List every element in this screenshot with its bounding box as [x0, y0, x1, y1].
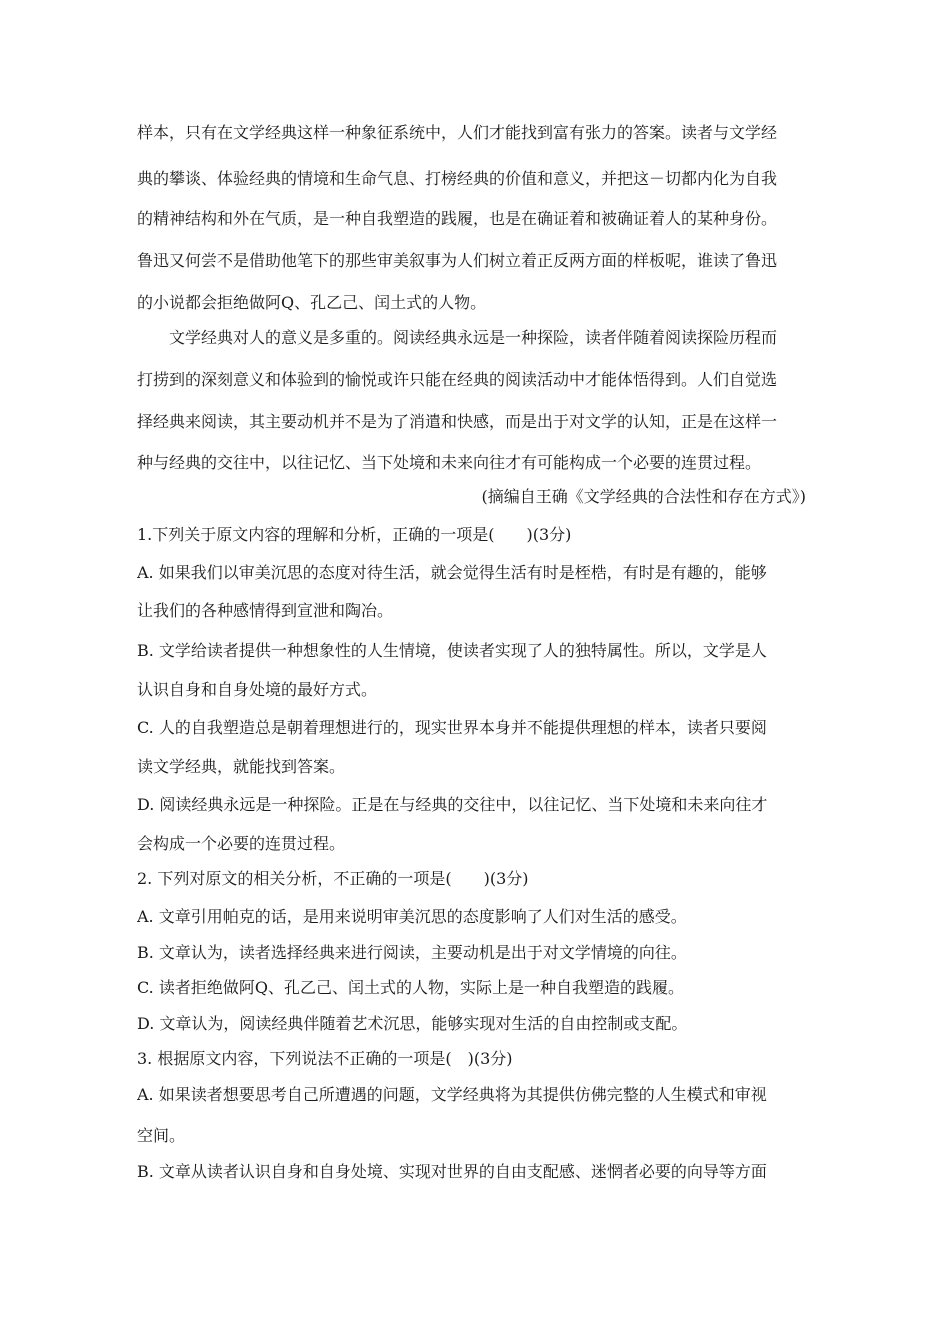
question-2-option-d: D. 文章认为，阅读经典伴随着艺术沉思，能够实现对生活的自由控制或支配。 — [137, 1014, 688, 1033]
question-3-option-a: A. 如果读者想要思考自己所遭遇的问题，文学经典将为其提供仿佛完整的人生模式和审视 — [137, 1085, 767, 1104]
question-1-option-d-cont: 会构成一个必要的连贯过程。 — [137, 834, 346, 853]
question-1-option-b: B. 文学给读者提供一种想象性的人生情境，使读者实现了人的独特属性。所以，文学是人 — [137, 641, 767, 660]
body-text-line: 鲁迅又何尝不是借助他笔下的那些审美叙事为人们树立着正反两方面的样板呢，谁读了鲁迅 — [137, 251, 778, 270]
body-text-line: 择经典来阅读，其主要动机并不是为了消遣和快感，而是出于对文学的认知，正是在这样一 — [137, 412, 778, 431]
question-3-option-b: B. 文章从读者认识自身和自身处境、实现对世界的自由支配感、迷惘者必要的向导等方面 — [137, 1162, 767, 1181]
question-1-option-b-cont: 认识自身和自身处境的最好方式。 — [137, 680, 378, 699]
body-text-line: 打捞到的深刻意义和体验到的愉悦或许只能在经典的阅读活动中才能体悟得到。人们自觉选 — [137, 370, 778, 389]
question-1-stem: 1.下列关于原文内容的理解和分析，正确的一项是( )(3分) — [137, 525, 572, 544]
question-2-stem: 2. 下列对原文的相关分析，不正确的一项是( )(3分) — [137, 869, 529, 888]
question-3-option-a-cont: 空间。 — [137, 1126, 186, 1145]
question-2-option-c: C. 读者拒绝做阿Q、孔乙己、闰土式的人物，实际上是一种自我塑造的践履。 — [137, 978, 684, 997]
question-1-option-c-cont: 读文学经典，就能找到答案。 — [137, 757, 346, 776]
question-1-option-a: A. 如果我们以审美沉思的态度对待生活，就会觉得生活有时是桎梏，有时是有趣的，能够 — [137, 563, 767, 582]
question-1-option-d: D. 阅读经典永远是一种探险。正是在与经典的交往中，以往记忆、当下处境和未来向往才 — [137, 795, 768, 814]
body-text-line: 典的攀谈、体验经典的情境和生命气息、打榜经典的价值和意义，并把这－切都内化为自我 — [137, 169, 778, 188]
body-text-line: 种与经典的交往中，以往记忆、当下处境和未来向往才有可能构成一个必要的连贯过程。 — [137, 453, 762, 472]
body-text-line: 的精神结构和外在气质，是一种自我塑造的践履，也是在确证着和被确证着人的某种身份。 — [137, 209, 778, 228]
question-2-option-a: A. 文章引用帕克的话，是用来说明审美沉思的态度影响了人们对生活的感受。 — [137, 907, 687, 926]
source-citation: (摘编自王确《文学经典的合法性和存在方式》) — [481, 487, 806, 506]
question-1-option-c: C. 人的自我塑造总是朝着理想进行的，现实世界本身并不能提供理想的样本，读者只要阅 — [137, 718, 767, 737]
body-text-line: 样本，只有在文学经典这样一种象征系统中，人们才能找到富有张力的答案。读者与文学经 — [137, 123, 778, 142]
body-text-line: 的小说都会拒绝做阿Q、孔乙己、闰土式的人物。 — [137, 293, 487, 312]
question-3-stem: 3. 根据原文内容，下列说法不正确的一项是( )(3分) — [137, 1049, 513, 1068]
paragraph-first-line: 文学经典对人的意义是多重的。阅读经典永远是一种探险，读者伴随着阅读探险历程而 — [169, 328, 778, 347]
question-2-option-b: B. 文章认为，读者选择经典来进行阅读，主要动机是出于对文学情境的向往。 — [137, 943, 687, 962]
question-1-option-a-cont: 让我们的各种感情得到宣泄和陶冶。 — [137, 601, 394, 620]
